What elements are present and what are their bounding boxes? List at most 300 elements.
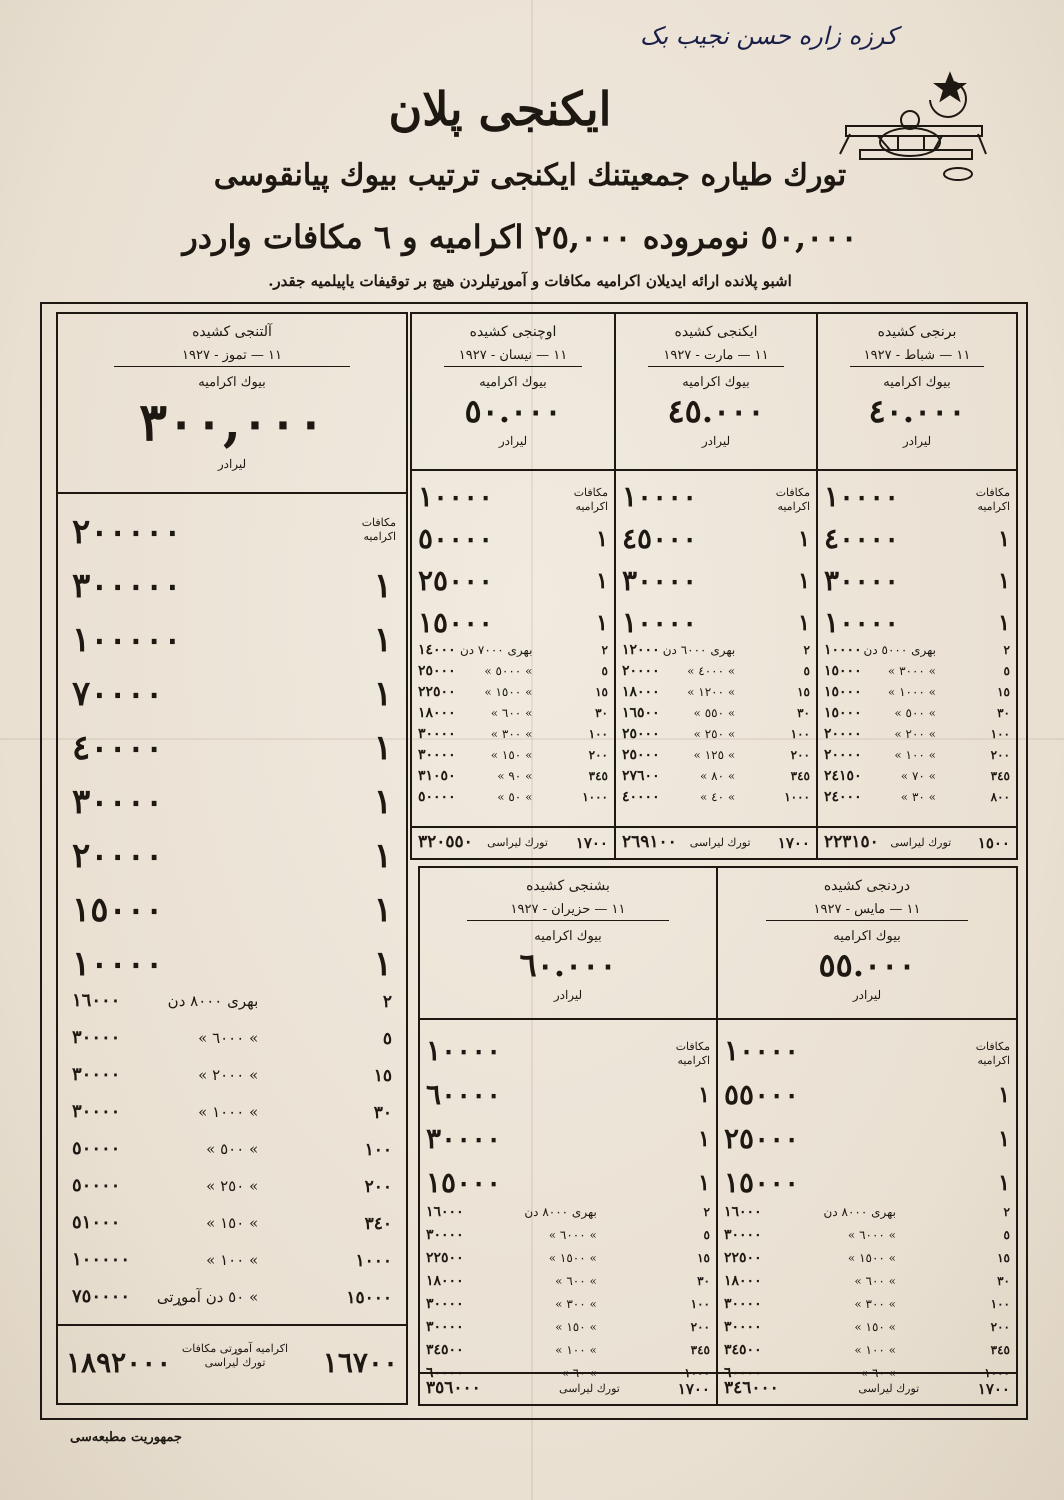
bonus-row [620,747,812,766]
prize-value: ٥٠٠٠٠ [418,522,494,555]
bonus-row [416,705,610,724]
bonus-unit: » ١٠٠٠ » [198,1103,259,1121]
handwritten-note: کرزه زاره حسن نجیب بک [640,22,898,50]
prize-row [416,564,610,597]
currency-label: لیرادر [852,988,882,1002]
prize-head: مکافات اکرامیه [675,1040,710,1067]
bonus-unit: » ٣٠ » [900,790,936,804]
bonus-count: ٣٠ [797,706,810,720]
bonus-unit: » ١٥٠٠ » [847,1251,896,1265]
bonus-count: ٣٠ [997,706,1010,720]
draw-panel-4 [716,866,1018,1406]
bonus-unit: » ٦٠٠٠ » [198,1029,259,1047]
bonus-row [424,1296,712,1315]
bonus-unit: بهری ٧٠٠٠ دن [459,643,533,657]
bonus-count: ١٠٠٠ [984,1366,1010,1380]
bonus-unit: » ٦٠٠ » [854,1274,896,1288]
prize-row [424,1122,712,1155]
prize-row [416,480,610,513]
prize-count: ١ [373,890,392,930]
bonus-total: ٢٤٠٠٠ [824,789,862,805]
prize-head: مکافات اکرامیه [361,516,396,543]
bonus-count: ١٠٠٠ [355,1251,392,1271]
prize-count: ١ [698,1082,710,1108]
draw-date: ١١ — حزیران - ١٩٢٧ [467,902,668,921]
bonus-total: ١٠٠٠٠٠ [72,1249,131,1270]
divider [718,1372,1016,1374]
prize-row [722,1034,1012,1067]
final-total-row [62,1342,402,1382]
bonus-total: ٢٠٠٠٠ [824,747,862,763]
bonus-count: ٥ [1003,664,1010,678]
prize-value: ١٥٠٠٠ [72,890,164,930]
bonus-unit: » ٣٠٠ » [555,1297,597,1311]
draw-name: ایکنجی کشیده [674,324,758,340]
lottery-summary: ٥٠,٠٠٠ نومروده ٢٥,٠٠٠ اکرامیه و ٦ مکافات واردر [182,218,858,256]
draw-panel-5 [418,866,718,1406]
prize-count: ١ [373,944,392,984]
draw-total-row [424,1380,712,1402]
total-value: ٣٥٦٠٠٠ [426,1378,481,1398]
bonus-row [424,1250,712,1269]
bonus-row [68,1175,396,1203]
bonus-total: ١٨٠٠٠ [724,1273,762,1289]
prize-value: ٤٠٠٠٠ [824,522,900,555]
bonus-total: ١٥٠٠٠ [824,705,862,721]
draw-total-row [416,834,610,856]
prize-value: ٣٠٠٠٠٠ [72,566,182,606]
bonus-unit: » ٣٠٠٠ » [887,664,936,678]
bonus-total: ٣٠٠٠٠ [724,1296,762,1312]
bonus-count: ٢٠٠ [990,748,1010,762]
prize-value: ١٥٠٠٠ [418,606,494,639]
prize-row [68,890,396,930]
bonus-row [68,1027,396,1055]
bonus-count: ٢٠٠ [790,748,810,762]
bonus-unit: » ٧٠ » [900,769,936,783]
bonus-total: ٣٠٠٠٠ [418,726,456,742]
prize-row [424,1166,712,1199]
prize-value: ١٠٠٠٠ [724,1034,800,1067]
bonus-unit: » ٢٠٠ » [894,727,936,741]
currency-label: لیرادر [701,434,731,448]
total-label: تورك لیراسی [890,836,952,849]
currency-label: لیرادر [217,457,247,471]
bonus-unit: بهری ٨٠٠٠ دن [524,1205,597,1219]
prize-value: ١٠٠٠٠ [824,606,900,639]
bonus-total: ٣٠٠٠٠ [724,1319,762,1335]
bonus-count: ٥ [703,1228,710,1242]
bonus-unit: » ٥٠ » [497,790,533,804]
bonus-row [416,726,610,745]
draw-panel-1 [816,312,1018,860]
bonus-row [416,747,610,766]
bonus-total: ٣٠٠٠٠ [72,1064,121,1085]
bonus-count: ١٠٠ [588,727,608,741]
total-count: ١٧٠٠ [575,834,608,852]
bonus-count: ١٠٠ [990,727,1010,741]
bonus-total: ١٨٠٠٠ [622,684,660,700]
draw-total-row [822,834,1012,856]
bonus-count: ٢ [601,643,608,657]
prize-value: ١٠٠٠٠ [622,480,698,513]
bonus-count: ١٥٠٠٠ [346,1288,392,1308]
bonus-row [722,1250,1012,1269]
bonus-total: ٢٢٥٠٠ [724,1250,762,1266]
bonus-row [722,1204,1012,1223]
divider [818,469,1016,471]
bonus-total: ٣٠٠٠٠ [426,1296,464,1312]
bonus-total: ١٤٠٠٠ [418,642,456,658]
bonus-unit: » ٢٥٠ » [693,727,736,741]
bonus-count: ٢ [703,1205,710,1219]
bonus-unit: » ٤٠ » [700,790,736,804]
prize-row [424,1078,712,1111]
prize-count: ١ [373,782,392,822]
draw-name: دردنجی کشیده [823,878,911,894]
bonus-row [424,1319,712,1338]
bonus-total: ١٦٠٠٠ [724,1204,762,1220]
bonus-count: ٣٤٥ [588,769,608,783]
total-count: ١٧٠٠ [777,834,810,852]
divider [58,1324,406,1326]
bonus-count: ٣٤٥ [990,1343,1010,1357]
prize-value: ١٠٠٠٠ [622,606,698,639]
divider [718,1018,1016,1020]
bonus-row [822,789,1012,808]
bonus-row [416,663,610,682]
prize-count: ١ [596,526,608,552]
bonus-count: ٢ [1003,643,1010,657]
prize-count: ١ [373,728,392,768]
bonus-row [620,768,812,787]
bonus-unit: » ٦٠٠٠ » [847,1228,896,1242]
prize-count: ١ [998,1170,1010,1196]
bonus-unit: بهری ٦٠٠٠ دن [662,643,736,657]
bonus-total: ٣٤٥٠٠ [426,1342,464,1358]
prize-count: ١ [373,674,392,714]
prize-row [68,674,396,714]
prize-count: ١ [596,568,608,594]
bonus-row [620,684,812,703]
prize-count: ١ [998,1082,1010,1108]
bonus-count: ٢٠٠ [690,1320,710,1334]
bonus-unit: » ١٠٠ » [555,1343,597,1357]
prize-value: ١٠٠٠٠ [426,1034,502,1067]
draw-date: ١١ — شباط - ١٩٢٧ [850,348,985,367]
draw-header [818,314,1016,469]
bonus-row [416,789,610,808]
draw-date: ١١ — نیسان - ١٩٢٧ [444,348,581,367]
printer-name: جمهوریت مطبعه‌سی [70,1430,182,1445]
bonus-count: ٣٠ [997,1274,1010,1288]
tax-note: اشبو پلانده ارائه ایدیلان اکرامیه مکافات و آموړتیلردن هیچ بر توقیفات یاپیلمیه جقدر. [268,272,792,290]
prize-value: ٢٠٠٠٠ [72,836,164,876]
prize-value: ٣٠٠٠٠ [824,564,900,597]
bonus-unit: » ٦٠٠ » [490,706,533,720]
prize-head: مکافات اکرامیه [775,486,810,513]
divider [412,826,614,828]
grand-prize-amount: ٤٠.٠٠٠ [868,392,966,430]
bonus-unit: » ٣٠٠ » [490,727,533,741]
divider [412,469,614,471]
final-draw-column [56,312,408,1405]
bonus-row [822,684,1012,703]
bonus-row [822,726,1012,745]
bonus-count: ٢٠٠ [588,748,608,762]
bonus-unit: » ٦٠ » [561,1366,597,1380]
bonus-total: ٣١٠٥٠ [418,768,456,784]
prize-count: ١ [998,526,1010,552]
bonus-count: ٣٤٥ [990,769,1010,783]
divider [616,826,816,828]
bonus-count: ٨٠٠ [990,790,1010,804]
bonus-total: ٢٠٠٠٠ [622,663,660,679]
prize-row [68,512,396,552]
prize-value: ١٠٠٠٠ [72,944,164,984]
draw-panel-3 [410,312,616,860]
bonus-total: ٢٥٠٠٠ [418,663,456,679]
bonus-total: ٢٤١٥٠ [824,768,862,784]
prize-count: ١ [998,568,1010,594]
prize-row [68,620,396,660]
prize-value: ١٥٠٠٠ [426,1166,502,1199]
bonus-row [416,684,610,703]
bonus-count: ٢٠٠ [364,1177,392,1197]
bonus-total: ٢٢٥٠٠ [418,684,456,700]
lottery-subtitle: تورك طیاره جمعیتنك ایکنجی ترتیب بیوك پیانقوسی [213,158,847,193]
bonus-row [822,663,1012,682]
grand-prize-label: بیوك اکرامیه [883,375,951,390]
grand-prize-label: بیوك اکرامیه [534,929,602,944]
draw-date: ١١ — مایس - ١٩٢٧ [766,902,969,921]
prize-value: ٦٠٠٠٠ [426,1078,502,1111]
total-value: ٢٢٣١٥٠ [824,832,879,852]
prize-row [68,728,396,768]
grand-prize-amount: ٦٠.٠٠٠ [519,946,617,984]
total-count: ١٧٠٠ [677,1380,710,1398]
bonus-count: ٣٠ [595,706,608,720]
bonus-unit: » ٦٠ » [860,1366,896,1380]
prize-row [822,606,1012,639]
bonus-row [722,1342,1012,1361]
bonus-row [424,1204,712,1223]
bonus-row [822,642,1012,661]
draw-date: ١١ — مارت - ١٩٢٧ [648,348,784,367]
prize-count: ١ [798,568,810,594]
currency-label: لیرادر [498,434,528,448]
bonus-total: ١٠٠٠٠ [824,642,862,658]
bonus-total: ٥٠٠٠٠ [418,789,456,805]
prize-value: ٣٠٠٠٠ [426,1122,502,1155]
bonus-total: ١٦٥٠٠ [622,705,660,721]
bonus-total: ١٨٠٠٠ [426,1273,464,1289]
prize-row [822,480,1012,513]
draw-panel-2 [614,312,818,860]
prize-value: ٥٥٠٠٠ [724,1078,800,1111]
draw-header [412,314,614,469]
bonus-row [822,705,1012,724]
bonus-row [722,1273,1012,1292]
bonus-count: ١٠٠٠ [582,790,608,804]
prize-count: ١ [373,836,392,876]
prize-value: ٧٠٠٠٠ [72,674,164,714]
grand-prize-label: بیوك اکرامیه [479,375,547,390]
bonus-count: ٣٤٥ [790,769,810,783]
bonus-unit: » ٥٠ دن آموړتی [156,1288,259,1306]
bonus-row [722,1227,1012,1246]
bonus-total: ٣٠٠٠٠ [72,1101,121,1122]
bonus-unit: » ٢٠٠٠ » [198,1066,259,1084]
prize-count: ١ [998,1126,1010,1152]
bonus-unit: » ١٥٠ » [854,1320,896,1334]
bonus-count: ١٠٠ [790,727,810,741]
bonus-unit: » ٩٠ » [497,769,533,783]
prize-row [620,522,812,555]
prize-count: ١ [698,1170,710,1196]
prize-count: ١ [373,620,392,660]
bonus-unit: » ٤٠٠٠ » [687,664,736,678]
prize-count: ١ [798,526,810,552]
total-count: ١٥٠٠ [977,834,1010,852]
bonus-unit: » ٦٠٠ » [555,1274,597,1288]
bonus-row [722,1319,1012,1338]
divider [420,1018,716,1020]
prize-row [620,480,812,513]
bonus-count: ٥ [1003,1228,1010,1242]
prize-count: ١ [596,610,608,636]
bonus-total: ٥١٠٠٠ [72,1212,121,1233]
bonus-total: ٣٠٠٠٠ [426,1227,464,1243]
total-value: ٣٢٠٥٥٠ [418,832,473,852]
prize-count: ١ [373,566,392,606]
page-title: ایکنجی پلان [388,82,612,136]
prize-count: ١ [698,1126,710,1152]
bonus-row [620,789,812,808]
prize-value: ٤٥٠٠٠ [622,522,698,555]
bonus-unit: » ٥٥٠ » [693,706,736,720]
bonus-row [68,990,396,1018]
prize-row [416,606,610,639]
bonus-unit: » ١٥٠ » [490,748,533,762]
prize-head: مکافات اکرامیه [975,1040,1010,1067]
bonus-total: ٥٠٠٠٠ [72,1175,121,1196]
total-label: تورك لیراسی [559,1382,620,1395]
final-draw-header [58,314,406,471]
divider [420,1372,716,1374]
currency-label: لیرادر [902,434,932,448]
bonus-count: ١٥ [997,685,1010,699]
draw-name: برنجی کشیده [877,324,957,340]
prize-row [620,606,812,639]
airplane-emblem-icon [838,70,988,185]
total-value: ٢٦٩١٠٠ [622,832,677,852]
grand-prize-label: بیوك اکرامیه [682,375,750,390]
bonus-count: ٥ [803,664,810,678]
prize-row [722,1122,1012,1155]
bonus-total: ١٦٠٠٠ [426,1204,464,1220]
bonus-total: ٣٠٠٠٠ [724,1227,762,1243]
bonus-total: ٣٠٠٠٠ [72,1027,121,1048]
bonus-count: ٢ [803,643,810,657]
currency-label: لیرادر [553,988,583,1002]
bonus-count: ٢ [1003,1205,1010,1219]
prize-value: ١٠٠٠٠ [418,480,494,513]
grand-prize-amount: ٣٠٠,٠٠٠ [139,392,325,453]
bonus-row [68,1249,396,1277]
bonus-count: ١٠٠ [364,1140,392,1160]
bonus-total: ٢٠٠٠٠ [824,726,862,742]
draw-header [616,314,816,469]
prize-row [68,836,396,876]
bonus-count: ١٠٠ [690,1297,710,1311]
bonus-unit: بهری ٥٠٠٠ دن [863,643,936,657]
bonus-unit: بهری ٨٠٠٠ دن [823,1205,896,1219]
bonus-unit: » ١٠٠٠ » [887,685,936,699]
bonus-row [424,1342,712,1361]
bonus-count: ٣٠ [373,1103,392,1123]
bonus-count: ٣٠ [697,1274,710,1288]
bonus-unit: » ٦٠٠٠ » [548,1228,597,1242]
bonus-row [424,1273,712,1292]
prize-row [68,782,396,822]
bonus-total: ٦٠٠٠٠ [426,1365,464,1381]
bonus-count: ١٥ [373,1066,392,1086]
draw-header [420,868,716,1018]
divider [616,469,816,471]
bonus-total: ٢٢٥٠٠ [426,1250,464,1266]
total-label: تورك لیراسی [689,836,751,849]
bonus-unit: » ١٥٠ » [206,1214,259,1232]
bonus-count: ٢٠٠ [990,1320,1010,1334]
prize-value: ٢٠٠٠٠٠ [72,512,182,552]
bonus-unit: » ٥٠٠ » [206,1140,259,1158]
bonus-count: ١٠٠٠ [684,1366,710,1380]
prize-value: ١٠٠٠٠٠ [72,620,182,660]
bonus-count: ٥ [601,664,608,678]
draw-date: ١١ — تموز - ١٩٢٧ [114,348,351,367]
prize-value: ١٠٠٠٠ [824,480,900,513]
bonus-count: ١٠٠ [990,1297,1010,1311]
bonus-total: ٢٧٦٠٠ [622,768,660,784]
draw-total-row [722,1380,1012,1402]
prize-row [424,1034,712,1067]
bonus-count: ١٥ [697,1251,710,1265]
prize-count: ١ [998,610,1010,636]
bonus-unit: » ١٥٠٠ » [548,1251,597,1265]
prize-value: ٢٥٠٠٠ [418,564,494,597]
total-value: ٣٤٦٠٠٠ [724,1378,779,1398]
bonus-total: ٧٥٠٠٠٠ [72,1286,131,1307]
prize-value: ٢٥٠٠٠ [724,1122,800,1155]
bonus-total: ٣٠٠٠٠ [426,1319,464,1335]
total-value: ١٨٩٢٠٠٠ [66,1346,172,1379]
bonus-total: ٥٠٠٠٠ [72,1138,121,1159]
grand-prize-label: بیوك اکرامیه [833,929,901,944]
bonus-total: ١٥٠٠٠ [824,684,862,700]
bonus-row [822,747,1012,766]
bonus-unit: » ١٢٥ » [693,748,736,762]
bonus-unit: بهری ٨٠٠٠ دن [167,992,259,1010]
bonus-unit: » ١٠٠ » [894,748,936,762]
prize-row [68,566,396,606]
divider [818,826,1016,828]
bonus-unit: » ١٠٠ » [206,1251,259,1269]
bonus-count: ٣٤٥ [690,1343,710,1357]
bonus-unit: » ٨٠ » [700,769,736,783]
bonus-row [68,1101,396,1129]
total-count: ١٦٧٠٠ [322,1346,398,1379]
